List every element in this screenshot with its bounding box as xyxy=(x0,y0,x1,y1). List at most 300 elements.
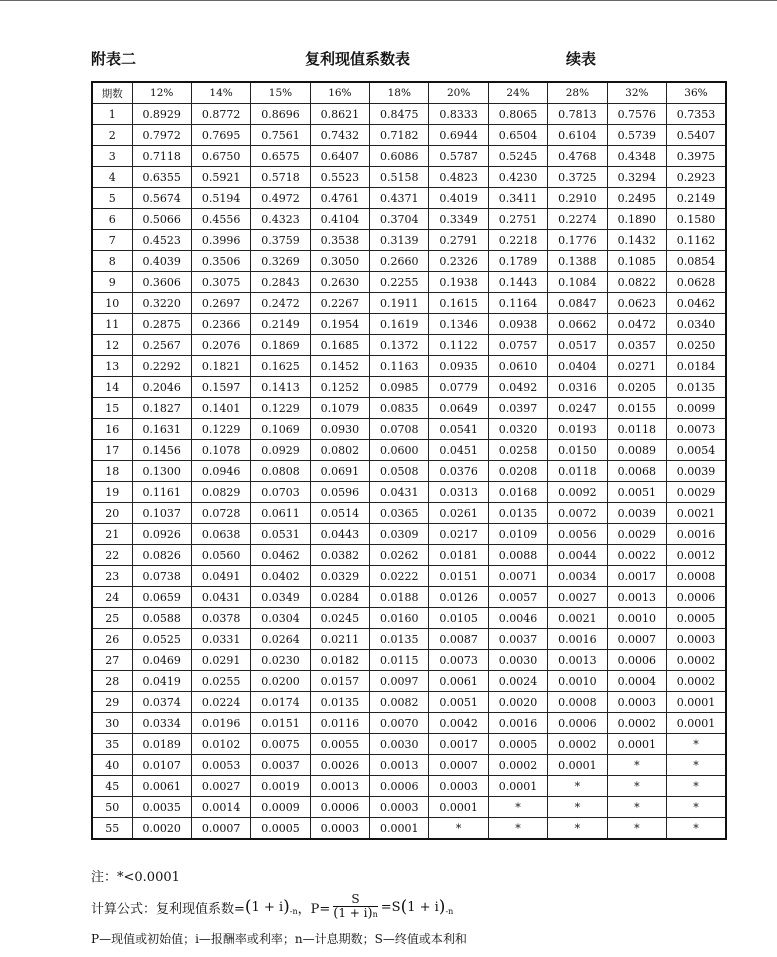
value-cell: 0.3506 xyxy=(191,251,250,272)
value-cell: 0.0029 xyxy=(607,524,666,545)
table-row xyxy=(92,608,726,629)
table-row xyxy=(92,356,726,377)
value-cell: 0.0002 xyxy=(548,734,607,755)
value-cell: 0.5739 xyxy=(607,125,666,146)
value-cell: 0.0160 xyxy=(370,608,429,629)
value-cell: 0.4823 xyxy=(429,167,488,188)
period-cell: 2 xyxy=(92,125,132,146)
value-cell: 0.6750 xyxy=(191,146,250,167)
table-row xyxy=(92,188,726,209)
value-cell: 0.0135 xyxy=(488,503,547,524)
value-cell: 0.6944 xyxy=(429,125,488,146)
value-cell: 0.0151 xyxy=(251,713,310,734)
value-cell: 0.1869 xyxy=(251,335,310,356)
value-cell: 0.0757 xyxy=(488,335,547,356)
value-cell: 0.1122 xyxy=(429,335,488,356)
value-cell: 0.0309 xyxy=(370,524,429,545)
value-cell: 0.0006 xyxy=(370,776,429,797)
period-cell: 13 xyxy=(92,356,132,377)
value-cell: 0.4761 xyxy=(310,188,369,209)
value-cell: 0.0037 xyxy=(488,629,547,650)
table-row xyxy=(92,503,726,524)
value-cell: 0.0003 xyxy=(607,692,666,713)
value-cell: 0.0623 xyxy=(607,293,666,314)
footnote: 注：*<0.0001 xyxy=(91,870,180,885)
value-cell: 0.1954 xyxy=(310,314,369,335)
value-cell: 0.0061 xyxy=(132,776,191,797)
value-cell: 0.0051 xyxy=(429,692,488,713)
value-cell: 0.0365 xyxy=(370,503,429,524)
value-cell: 0.0151 xyxy=(429,566,488,587)
value-cell: 0.0039 xyxy=(667,461,726,482)
value-cell: 0.0224 xyxy=(191,692,250,713)
value-cell: 0.0491 xyxy=(191,566,250,587)
value-cell: 0.0135 xyxy=(370,629,429,650)
value-cell: 0.0304 xyxy=(251,608,310,629)
value-cell: 0.0211 xyxy=(310,629,369,650)
value-cell: 0.0376 xyxy=(429,461,488,482)
formula-prefix: 计算公式：复利现值系数= xyxy=(91,901,245,917)
value-cell: 0.2495 xyxy=(607,188,666,209)
value-cell: 0.0262 xyxy=(370,545,429,566)
value-cell: 0.0588 xyxy=(132,608,191,629)
value-cell: 0.0150 xyxy=(548,440,607,461)
value-cell: 0.7576 xyxy=(607,104,666,125)
value-cell: 0.0222 xyxy=(370,566,429,587)
value-cell: 0.0097 xyxy=(370,671,429,692)
period-cell: 7 xyxy=(92,230,132,251)
value-cell: 0.1827 xyxy=(132,398,191,419)
value-cell: 0.1443 xyxy=(488,272,547,293)
value-cell: 0.0042 xyxy=(429,713,488,734)
value-cell: 0.3050 xyxy=(310,251,369,272)
value-cell: 0.1685 xyxy=(310,335,369,356)
value-cell: 0.0728 xyxy=(191,503,250,524)
value-cell: 0.8065 xyxy=(488,104,547,125)
value-cell: 0.1401 xyxy=(191,398,250,419)
column-header-rate: 18% xyxy=(370,82,429,104)
value-cell: 0.0004 xyxy=(607,671,666,692)
value-cell: 0.0531 xyxy=(251,524,310,545)
table-row xyxy=(92,167,726,188)
value-cell: 0.0525 xyxy=(132,629,191,650)
value-cell: 0.7695 xyxy=(191,125,250,146)
value-cell: 0.7972 xyxy=(132,125,191,146)
value-cell: 0.0008 xyxy=(667,566,726,587)
value-cell: 0.1164 xyxy=(488,293,547,314)
value-cell: 0.0089 xyxy=(607,440,666,461)
value-cell: 0.1229 xyxy=(191,419,250,440)
value-cell: 0.1084 xyxy=(548,272,607,293)
value-cell: 0.0659 xyxy=(132,587,191,608)
value-cell: 0.2149 xyxy=(251,314,310,335)
period-cell: 3 xyxy=(92,146,132,167)
value-cell: 0.6575 xyxy=(251,146,310,167)
value-cell: 0.0021 xyxy=(548,608,607,629)
value-cell: 0.0016 xyxy=(548,629,607,650)
value-cell: 0.4230 xyxy=(488,167,547,188)
table-title: 复利现值系数表 xyxy=(305,50,411,68)
value-cell: 0.0073 xyxy=(429,650,488,671)
value-cell: 0.5523 xyxy=(310,167,369,188)
period-cell: 40 xyxy=(92,755,132,776)
value-cell: 0.0271 xyxy=(607,356,666,377)
value-cell: 0.0329 xyxy=(310,566,369,587)
value-cell: 0.2923 xyxy=(667,167,726,188)
value-cell: 0.0985 xyxy=(370,377,429,398)
value-cell: 0.0135 xyxy=(310,692,369,713)
table-row xyxy=(92,566,726,587)
value-cell: 0.0107 xyxy=(132,755,191,776)
present-value-table xyxy=(91,81,727,840)
value-cell: 0.0205 xyxy=(607,377,666,398)
period-cell: 27 xyxy=(92,650,132,671)
value-cell: 0.2567 xyxy=(132,335,191,356)
value-cell: * xyxy=(607,797,666,818)
value-cell: 0.0217 xyxy=(429,524,488,545)
value-cell: 0.0027 xyxy=(548,587,607,608)
value-cell: 0.0472 xyxy=(607,314,666,335)
value-cell: 0.5066 xyxy=(132,209,191,230)
value-cell: 0.0181 xyxy=(429,545,488,566)
value-cell: 0.3269 xyxy=(251,251,310,272)
formula: 计算公式：复利现值系数= ( 1 + i ) -n ，P= $\frac{S}{(1 + i)n}$ =S ( 1 + i ) -n xyxy=(91,892,454,921)
value-cell: 0.0926 xyxy=(132,524,191,545)
period-cell: 4 xyxy=(92,167,132,188)
formula-p: ，P= xyxy=(297,901,331,917)
value-cell: 0.1300 xyxy=(132,461,191,482)
value-cell: 0.0005 xyxy=(667,608,726,629)
value-cell: 0.0930 xyxy=(310,419,369,440)
value-cell: 0.2751 xyxy=(488,209,547,230)
table-row xyxy=(92,209,726,230)
value-cell: 0.2218 xyxy=(488,230,547,251)
value-cell: 0.5407 xyxy=(667,125,726,146)
value-cell: 0.0189 xyxy=(132,734,191,755)
value-cell: 0.2843 xyxy=(251,272,310,293)
value-cell: 0.0835 xyxy=(370,398,429,419)
table-row xyxy=(92,314,726,335)
value-cell: 0.0802 xyxy=(310,440,369,461)
value-cell: 0.0829 xyxy=(191,482,250,503)
value-cell: 0.1079 xyxy=(310,398,369,419)
period-cell: 16 xyxy=(92,419,132,440)
table-row xyxy=(92,671,726,692)
value-cell: 0.0017 xyxy=(429,734,488,755)
value-cell: 0.5787 xyxy=(429,146,488,167)
value-cell: 0.0026 xyxy=(310,755,369,776)
value-cell: 0.0001 xyxy=(607,734,666,755)
value-cell: 0.1890 xyxy=(607,209,666,230)
value-cell: 0.0462 xyxy=(251,545,310,566)
value-cell: 0.6407 xyxy=(310,146,369,167)
value-cell: 0.0596 xyxy=(310,482,369,503)
value-cell: 0.1789 xyxy=(488,251,547,272)
period-cell: 23 xyxy=(92,566,132,587)
value-cell: 0.4019 xyxy=(429,188,488,209)
value-cell: 0.4371 xyxy=(370,188,429,209)
value-cell: 0.0002 xyxy=(488,755,547,776)
value-cell: 0.0431 xyxy=(370,482,429,503)
table-row xyxy=(92,272,726,293)
value-cell: 0.0320 xyxy=(488,419,547,440)
value-cell: 0.0039 xyxy=(607,503,666,524)
period-cell: 50 xyxy=(92,797,132,818)
value-cell: 0.0250 xyxy=(667,335,726,356)
value-cell: 0.3606 xyxy=(132,272,191,293)
column-header-rate: 12% xyxy=(132,82,191,104)
value-cell: 0.2326 xyxy=(429,251,488,272)
value-cell: 0.0099 xyxy=(667,398,726,419)
period-cell: 11 xyxy=(92,314,132,335)
value-cell: 0.0003 xyxy=(370,797,429,818)
value-cell: 0.1388 xyxy=(548,251,607,272)
value-cell: 0.2292 xyxy=(132,356,191,377)
value-cell: 0.0010 xyxy=(607,608,666,629)
period-cell: 14 xyxy=(92,377,132,398)
value-cell: * xyxy=(607,776,666,797)
value-cell: 0.0357 xyxy=(607,335,666,356)
value-cell: 0.0003 xyxy=(429,776,488,797)
value-cell: 0.2366 xyxy=(191,314,250,335)
value-cell: 0.1821 xyxy=(191,356,250,377)
formula-exponent-2: -n xyxy=(445,906,454,916)
period-cell: 8 xyxy=(92,251,132,272)
value-cell: 0.0088 xyxy=(488,545,547,566)
value-cell: 0.0054 xyxy=(667,440,726,461)
table-row xyxy=(92,125,726,146)
formula-eq: =S xyxy=(380,899,401,915)
value-cell: 0.0016 xyxy=(667,524,726,545)
value-cell: 0.0016 xyxy=(488,713,547,734)
value-cell: 0.0002 xyxy=(667,650,726,671)
table-row xyxy=(92,587,726,608)
value-cell: 0.0404 xyxy=(548,356,607,377)
value-cell: 0.0703 xyxy=(251,482,310,503)
value-cell: 0.7182 xyxy=(370,125,429,146)
table-row xyxy=(92,734,726,755)
value-cell: 0.0027 xyxy=(191,776,250,797)
value-cell: 0.0092 xyxy=(548,482,607,503)
table-row xyxy=(92,419,726,440)
value-cell: 0.0005 xyxy=(488,734,547,755)
value-cell: 0.0245 xyxy=(310,608,369,629)
column-header-rate: 14% xyxy=(191,82,250,104)
value-cell: 0.4323 xyxy=(251,209,310,230)
value-cell: 0.0012 xyxy=(667,545,726,566)
value-cell: 0.0331 xyxy=(191,629,250,650)
value-cell: 0.0030 xyxy=(488,650,547,671)
value-cell: 0.0316 xyxy=(548,377,607,398)
value-cell: 0.0174 xyxy=(251,692,310,713)
value-cell: 0.0560 xyxy=(191,545,250,566)
value-cell: 0.7353 xyxy=(667,104,726,125)
value-cell: 0.0035 xyxy=(132,797,191,818)
period-cell: 21 xyxy=(92,524,132,545)
value-cell: 0.0109 xyxy=(488,524,547,545)
value-cell: 0.0071 xyxy=(488,566,547,587)
value-cell: 0.0230 xyxy=(251,650,310,671)
period-cell: 5 xyxy=(92,188,132,209)
period-cell: 6 xyxy=(92,209,132,230)
value-cell: 0.1229 xyxy=(251,398,310,419)
value-cell: 0.3349 xyxy=(429,209,488,230)
value-cell: 0.0017 xyxy=(607,566,666,587)
value-cell: 0.0200 xyxy=(251,671,310,692)
value-cell: 0.6355 xyxy=(132,167,191,188)
value-cell: 0.0610 xyxy=(488,356,547,377)
value-cell: 0.0514 xyxy=(310,503,369,524)
value-cell: 0.0126 xyxy=(429,587,488,608)
value-cell: 0.0808 xyxy=(251,461,310,482)
value-cell: * xyxy=(429,818,488,840)
value-cell: 0.0008 xyxy=(548,692,607,713)
value-cell: 0.0492 xyxy=(488,377,547,398)
value-cell: 0.0072 xyxy=(548,503,607,524)
value-cell: 0.1619 xyxy=(370,314,429,335)
value-cell: 0.0102 xyxy=(191,734,250,755)
value-cell: 0.3704 xyxy=(370,209,429,230)
value-cell: 0.0019 xyxy=(251,776,310,797)
value-cell: 0.0006 xyxy=(667,587,726,608)
value-cell: 0.4556 xyxy=(191,209,250,230)
value-cell: 0.3538 xyxy=(310,230,369,251)
column-header-rate: 32% xyxy=(607,82,666,104)
value-cell: 0.1911 xyxy=(370,293,429,314)
value-cell: 0.0541 xyxy=(429,419,488,440)
value-cell: 0.4039 xyxy=(132,251,191,272)
value-cell: 0.0247 xyxy=(548,398,607,419)
value-cell: 0.0517 xyxy=(548,335,607,356)
column-header-rate: 15% xyxy=(251,82,310,104)
value-cell: 0.0057 xyxy=(488,587,547,608)
continued-label: 续表 xyxy=(566,50,597,68)
formula-fraction: $\frac{S}{(1 + i)n}$ xyxy=(333,892,378,921)
value-cell: 0.0061 xyxy=(429,671,488,692)
period-cell: 19 xyxy=(92,482,132,503)
value-cell: 0.5718 xyxy=(251,167,310,188)
table-row xyxy=(92,377,726,398)
value-cell: 0.0708 xyxy=(370,419,429,440)
value-cell: 0.0691 xyxy=(310,461,369,482)
value-cell: * xyxy=(607,755,666,776)
period-cell: 28 xyxy=(92,671,132,692)
value-cell: 0.0255 xyxy=(191,671,250,692)
value-cell: 0.0005 xyxy=(251,818,310,840)
value-cell: 0.0037 xyxy=(251,755,310,776)
value-cell: * xyxy=(667,818,726,840)
table-row xyxy=(92,629,726,650)
value-cell: 0.8621 xyxy=(310,104,369,125)
column-header-rate: 16% xyxy=(310,82,369,104)
value-cell: 0.0334 xyxy=(132,713,191,734)
value-cell: 0.0073 xyxy=(667,419,726,440)
value-cell: 0.1069 xyxy=(251,419,310,440)
value-cell: 0.2697 xyxy=(191,293,250,314)
period-cell: 25 xyxy=(92,608,132,629)
value-cell: * xyxy=(607,818,666,840)
value-cell: 0.0009 xyxy=(251,797,310,818)
value-cell: 0.0029 xyxy=(667,482,726,503)
value-cell: 0.0003 xyxy=(667,629,726,650)
value-cell: 0.0001 xyxy=(488,776,547,797)
value-cell: 0.0082 xyxy=(370,692,429,713)
value-cell: 0.0135 xyxy=(667,377,726,398)
formula-exponent: -n xyxy=(289,906,298,916)
table-row xyxy=(92,398,726,419)
top-rule xyxy=(0,0,777,1)
value-cell: 0.1580 xyxy=(667,209,726,230)
value-cell: 0.0649 xyxy=(429,398,488,419)
value-cell: 0.0946 xyxy=(191,461,250,482)
table-row xyxy=(92,461,726,482)
value-cell: 0.0022 xyxy=(607,545,666,566)
value-cell: 0.0013 xyxy=(370,755,429,776)
value-cell: 0.1776 xyxy=(548,230,607,251)
value-cell: 0.0349 xyxy=(251,587,310,608)
period-cell: 18 xyxy=(92,461,132,482)
value-cell: 0.0469 xyxy=(132,650,191,671)
value-cell: 0.0196 xyxy=(191,713,250,734)
table-row xyxy=(92,251,726,272)
value-cell: 0.0443 xyxy=(310,524,369,545)
value-cell: 0.0006 xyxy=(607,650,666,671)
value-cell: 0.2267 xyxy=(310,293,369,314)
value-cell: 0.0155 xyxy=(607,398,666,419)
value-cell: 0.1631 xyxy=(132,419,191,440)
value-cell: 0.2472 xyxy=(251,293,310,314)
appendix-label: 附表二 xyxy=(91,50,137,68)
value-cell: 0.0006 xyxy=(548,713,607,734)
value-cell: 0.0105 xyxy=(429,608,488,629)
value-cell: 0.2910 xyxy=(548,188,607,209)
table-row xyxy=(92,692,726,713)
value-cell: 0.0168 xyxy=(488,482,547,503)
table-row xyxy=(92,293,726,314)
value-cell: 0.0402 xyxy=(251,566,310,587)
table-row xyxy=(92,545,726,566)
value-cell: 0.1452 xyxy=(310,356,369,377)
value-cell: 0.0188 xyxy=(370,587,429,608)
value-cell: 0.0738 xyxy=(132,566,191,587)
column-header-rate: 28% xyxy=(548,82,607,104)
table-row xyxy=(92,797,726,818)
table-header-row xyxy=(92,82,726,104)
value-cell: * xyxy=(548,776,607,797)
period-cell: 45 xyxy=(92,776,132,797)
value-cell: * xyxy=(667,797,726,818)
value-cell: 0.3075 xyxy=(191,272,250,293)
value-cell: * xyxy=(548,818,607,840)
value-cell: 0.0075 xyxy=(251,734,310,755)
value-cell: 0.3759 xyxy=(251,230,310,251)
value-cell: 0.1161 xyxy=(132,482,191,503)
value-cell: 0.0638 xyxy=(191,524,250,545)
value-cell: 0.0044 xyxy=(548,545,607,566)
value-cell: 0.0779 xyxy=(429,377,488,398)
table-row xyxy=(92,755,726,776)
value-cell: 0.0611 xyxy=(251,503,310,524)
value-cell: 0.7561 xyxy=(251,125,310,146)
value-cell: 0.2076 xyxy=(191,335,250,356)
value-cell: 0.0431 xyxy=(191,587,250,608)
value-cell: 0.2875 xyxy=(132,314,191,335)
value-cell: * xyxy=(667,734,726,755)
value-cell: 0.4348 xyxy=(607,146,666,167)
value-cell: 0.0826 xyxy=(132,545,191,566)
column-header-rate: 24% xyxy=(488,82,547,104)
value-cell: 0.0291 xyxy=(191,650,250,671)
